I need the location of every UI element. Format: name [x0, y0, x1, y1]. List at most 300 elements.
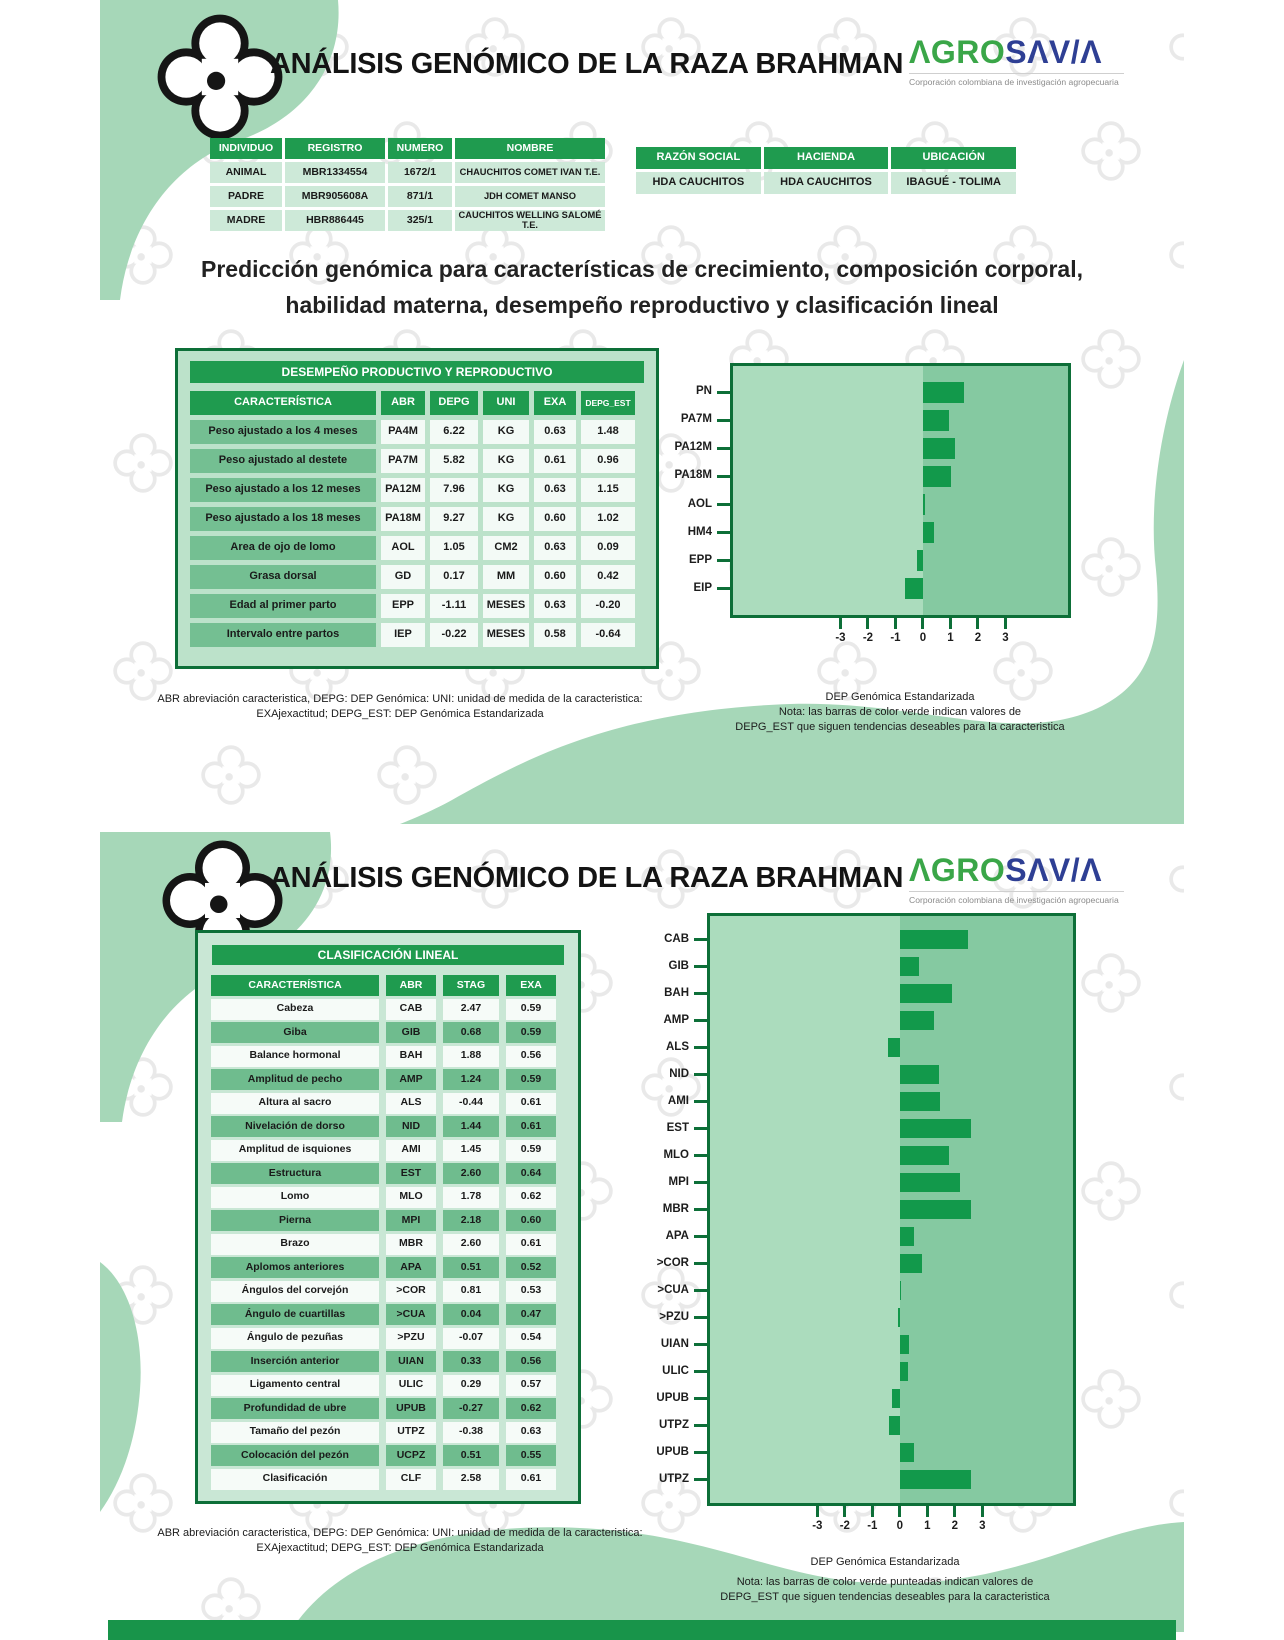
table-cell: Brazo — [211, 1234, 379, 1255]
table-cell: Giba — [211, 1022, 379, 1043]
x-axis-tick — [953, 1504, 956, 1517]
x-axis-tick-label: 3 — [979, 1520, 986, 1532]
bar — [900, 957, 919, 976]
table-cell: 2.60 — [443, 1163, 499, 1184]
bar — [900, 984, 952, 1003]
table-header-cell: CARACTERÍSTICA — [211, 975, 379, 996]
table-cell: MBR1334554 — [285, 162, 385, 183]
table-cell: 0.51 — [443, 1445, 499, 1466]
table-cell: 0.61 — [506, 1469, 556, 1490]
table-cell: 0.60 — [534, 507, 576, 531]
bar — [898, 1308, 900, 1327]
chart-note-line-2: DEPG_EST que siguen tendencias deseables para la caracteristica — [735, 721, 1065, 733]
table-header-cell: HACIENDA — [764, 147, 889, 169]
y-axis-tick — [694, 965, 709, 968]
table-cell: ANIMAL — [210, 162, 282, 183]
y-axis-tick — [694, 1046, 709, 1049]
y-axis-tick — [694, 1019, 709, 1022]
y-axis-tick — [717, 419, 732, 422]
report-page-2 — [100, 832, 1184, 1640]
brand-tagline: Corporación colombiana de investigación agropecuaria — [909, 891, 1124, 905]
x-axis-tick-label: -3 — [812, 1520, 823, 1532]
table-cell: >CUA — [386, 1304, 436, 1325]
table-cell: JDH COMET MANSO — [455, 186, 605, 207]
table-cell: CAB — [386, 999, 436, 1020]
x-axis-tick — [981, 1504, 984, 1517]
brand-tagline: Corporación colombiana de investigación agropecuaria — [909, 73, 1124, 87]
table-header-cell: CARACTERÍSTICA — [190, 391, 376, 415]
table-cell: 2.47 — [443, 999, 499, 1020]
classification-table-title: CLASIFICACIÓN LINEAL — [212, 945, 564, 965]
bar — [900, 1254, 922, 1273]
brand-green-text: ΛGRO — [909, 34, 1006, 70]
x-axis-tick-label: -2 — [839, 1520, 850, 1532]
x-axis-tick-label: 1 — [947, 632, 954, 644]
x-axis-tick-label: 2 — [951, 1520, 959, 1532]
y-axis-tick — [694, 1289, 709, 1292]
bar — [917, 550, 923, 571]
table-cell: -0.44 — [443, 1093, 499, 1114]
subtitle-line-2: habilidad materna, desempeño reproductivo y clasificación lineal — [285, 291, 999, 318]
y-axis-label: GIB — [668, 959, 689, 972]
table-cell: 0.68 — [443, 1022, 499, 1043]
table-cell: 0.56 — [506, 1351, 556, 1372]
table-cell: 0.09 — [581, 536, 635, 560]
performance-table-panel — [175, 348, 659, 669]
table-header-cell: DEPG — [430, 391, 478, 415]
bar — [923, 494, 925, 515]
y-axis-tick — [694, 1100, 709, 1103]
table-cell: Amplitud de isquiones — [211, 1140, 379, 1161]
bar — [900, 1281, 902, 1300]
table-cell: -0.07 — [443, 1328, 499, 1349]
page-title: ANÁLISIS GENÓMICO DE LA RAZA BRAHMAN — [270, 862, 904, 894]
classification-table — [211, 975, 559, 1490]
table-cell: MBR — [386, 1234, 436, 1255]
table-cell: GD — [381, 565, 425, 589]
table-cell: 7.96 — [430, 478, 478, 502]
y-axis-label: AOL — [687, 497, 712, 510]
y-axis-label: AMP — [663, 1013, 689, 1026]
table-cell: MESES — [483, 594, 529, 618]
table-header-cell: NOMBRE — [455, 138, 605, 159]
table-cell: 2.58 — [443, 1469, 499, 1490]
table-cell: HDA CAUCHITOS — [764, 172, 889, 194]
table-header-cell: EXA — [506, 975, 556, 996]
y-axis-label: BAH — [664, 986, 689, 999]
table-cell: KG — [483, 507, 529, 531]
y-axis-label: UPUB — [656, 1445, 689, 1458]
x-axis-tick — [976, 616, 979, 629]
table-cell: Inserción anterior — [211, 1351, 379, 1372]
y-axis-tick — [717, 559, 732, 562]
table-cell: PA18M — [381, 507, 425, 531]
y-axis-tick — [694, 1370, 709, 1373]
table-cell: 0.81 — [443, 1281, 499, 1302]
footnote-line-2: EXAjexactitud; DEPG_EST: DEP Genómica Estandarizada — [256, 1542, 544, 1554]
agrosavia-wordmark — [909, 854, 1124, 886]
table-cell: KG — [483, 478, 529, 502]
bar — [888, 1038, 900, 1057]
table-cell: Ángulos del corvejón — [211, 1281, 379, 1302]
x-axis-tick — [921, 616, 924, 629]
table-header-cell: EXA — [534, 391, 576, 415]
table-cell: Ángulo de cuartillas — [211, 1304, 379, 1325]
page-title: ANÁLISIS GENÓMICO DE LA RAZA BRAHMAN — [270, 48, 904, 80]
x-axis-tick — [1004, 616, 1007, 629]
table-cell: Altura al sacro — [211, 1093, 379, 1114]
table-cell: 0.62 — [506, 1398, 556, 1419]
table-cell: Clasificación — [211, 1469, 379, 1490]
table-cell: 0.55 — [506, 1445, 556, 1466]
table-header-cell: RAZÓN SOCIAL — [636, 147, 761, 169]
bar — [900, 1119, 972, 1138]
footnote-line-1: ABR abreviación caracteristica, DEPG: DEP Genómica: UNI: unidad de medida de la caracteristica: — [157, 1527, 643, 1539]
table-cell: Nivelación de dorso — [211, 1116, 379, 1137]
table-cell: BAH — [386, 1046, 436, 1067]
y-axis-tick — [694, 1316, 709, 1319]
x-axis-tick-label: 1 — [924, 1520, 931, 1532]
chart-axis-caption: DEP Genómica Estandarizada — [825, 691, 975, 703]
x-axis-tick — [839, 616, 842, 629]
y-axis-tick — [694, 1235, 709, 1238]
performance-bar-chart — [674, 363, 1071, 644]
y-axis-tick — [694, 992, 709, 995]
table-cell: Amplitud de pecho — [211, 1069, 379, 1090]
table-cell: 0.60 — [534, 565, 576, 589]
table-cell: >COR — [386, 1281, 436, 1302]
individual-info-table — [210, 138, 605, 231]
table-cell: -1.11 — [430, 594, 478, 618]
x-axis-tick-label: 0 — [919, 632, 927, 644]
footnote-line-2: EXAjexactitud; DEPG_EST: DEP Genómica Estandarizada — [256, 708, 544, 720]
table-cell: AOL — [381, 536, 425, 560]
table-cell: Cabeza — [211, 999, 379, 1020]
bar — [923, 438, 955, 459]
y-axis-tick — [694, 1073, 709, 1076]
table-cell: -0.38 — [443, 1422, 499, 1443]
table-cell: 0.62 — [506, 1187, 556, 1208]
table-cell: 0.53 — [506, 1281, 556, 1302]
table-cell: 0.56 — [506, 1046, 556, 1067]
table-cell: 0.29 — [443, 1375, 499, 1396]
y-axis-label: HM4 — [687, 525, 712, 538]
classification-bar-chart — [656, 913, 1076, 1532]
chart-note-line-1: Nota: las barras de color verde punteadas indican valores de — [736, 1576, 1034, 1588]
y-axis-label: >COR — [656, 1256, 689, 1269]
table-cell: 1.02 — [581, 507, 635, 531]
bar — [900, 1011, 934, 1030]
y-axis-tick — [694, 1208, 709, 1211]
table-cell: ULIC — [386, 1375, 436, 1396]
report-page-1 — [100, 0, 1184, 824]
x-axis-tick — [843, 1504, 846, 1517]
x-axis-tick — [898, 1504, 901, 1517]
footnote-line-1: ABR abreviación caracteristica, DEPG: DEP Genómica: UNI: unidad de medida de la caracteristica: — [157, 693, 643, 705]
table-header-cell: UNI — [483, 391, 529, 415]
table-cell: 5.82 — [430, 449, 478, 473]
table-cell: MPI — [386, 1210, 436, 1231]
subtitle-line-1: Predicción genómica para características de crecimiento, composición corporal, — [201, 256, 1083, 282]
table-cell: 1672/1 — [388, 162, 452, 183]
y-axis-tick — [717, 503, 732, 506]
table-cell: NID — [386, 1116, 436, 1137]
table-cell: >PZU — [386, 1328, 436, 1349]
x-axis-tick-label: -2 — [862, 632, 874, 644]
chart-note-line-2: DEPG_EST que siguen tendencias deseables para la caracteristica — [720, 1591, 1050, 1603]
x-axis-tick-label: 0 — [896, 1520, 904, 1532]
bar — [900, 1443, 914, 1462]
bar — [900, 1200, 972, 1219]
x-axis-tick-label: 3 — [1002, 632, 1009, 644]
table-cell: 0.63 — [534, 536, 576, 560]
x-axis-tick — [926, 1504, 929, 1517]
bar — [900, 1173, 960, 1192]
table-cell: 0.58 — [534, 623, 576, 647]
bar — [905, 578, 923, 599]
table-cell: 1.78 — [443, 1187, 499, 1208]
y-axis-label: UTPZ — [658, 1418, 689, 1431]
table-cell: 1.24 — [443, 1069, 499, 1090]
table-cell: EPP — [381, 594, 425, 618]
table-header-cell: UBICACIÓN — [891, 147, 1016, 169]
x-axis-tick — [894, 616, 897, 629]
y-axis-tick — [717, 475, 732, 478]
linear-classification-panel — [195, 930, 581, 1504]
bar — [900, 1146, 949, 1165]
table-cell: 1.05 — [430, 536, 478, 560]
table-header-cell: DEPG_EST — [581, 391, 635, 415]
y-axis-tick — [717, 587, 732, 590]
table-cell: PA4M — [381, 420, 425, 444]
y-axis-label: PA7M — [680, 413, 712, 426]
y-axis-label: PA18M — [674, 469, 712, 482]
table-header-cell: STAG — [443, 975, 499, 996]
y-axis-label: >CUA — [657, 1283, 689, 1296]
table-cell: 0.52 — [506, 1257, 556, 1278]
table-cell: Pierna — [211, 1210, 379, 1231]
x-axis-tick-label: -1 — [890, 632, 901, 644]
table-cell: Tamaño del pezón — [211, 1422, 379, 1443]
table-cell: 0.54 — [506, 1328, 556, 1349]
table-cell: Peso ajustado a los 4 meses — [190, 420, 376, 444]
table-cell: 0.63 — [534, 478, 576, 502]
table-cell: MADRE — [210, 210, 282, 231]
y-axis-tick — [694, 1343, 709, 1346]
table-cell: AMI — [386, 1140, 436, 1161]
table-cell: 0.33 — [443, 1351, 499, 1372]
brand-green-text: ΛGRO — [909, 852, 1006, 888]
table-cell: MLO — [386, 1187, 436, 1208]
bar — [900, 1227, 914, 1246]
table-cell: AMP — [386, 1069, 436, 1090]
y-axis-tick — [717, 447, 732, 450]
y-axis-label: MPI — [668, 1175, 689, 1188]
table-cell: UTPZ — [386, 1422, 436, 1443]
y-axis-tick — [717, 391, 732, 394]
y-axis-label: ULIC — [662, 1364, 689, 1377]
table-cell: 0.60 — [506, 1210, 556, 1231]
table-cell: -0.22 — [430, 623, 478, 647]
y-axis-tick — [694, 1424, 709, 1427]
table-cell: 6.22 — [430, 420, 478, 444]
y-axis-tick — [717, 531, 732, 534]
chart-note-line-1: Nota: las barras de color verde indican valores de — [778, 706, 1022, 718]
table-cell: ALS — [386, 1093, 436, 1114]
table-cell: CAUCHITOS WELLING SALOMÉ T.E. — [455, 210, 605, 231]
table-cell: IEP — [381, 623, 425, 647]
y-axis-label: CAB — [664, 932, 689, 945]
table-cell: 0.63 — [506, 1422, 556, 1443]
table-cell: 1.48 — [581, 420, 635, 444]
table-cell: 0.96 — [581, 449, 635, 473]
table-cell: 0.64 — [506, 1163, 556, 1184]
table-cell: Aplomos anteriores — [211, 1257, 379, 1278]
chart-caption-block — [670, 1555, 1100, 1605]
bar — [900, 1065, 940, 1084]
y-axis-label: UTPZ — [658, 1472, 689, 1485]
x-axis-tick-label: -3 — [835, 632, 846, 644]
table-cell: Peso ajustado al destete — [190, 449, 376, 473]
table-cell: Area de ojo de lomo — [190, 536, 376, 560]
table-cell: 0.47 — [506, 1304, 556, 1325]
y-axis-tick — [694, 1478, 709, 1481]
table-cell: HBR886445 — [285, 210, 385, 231]
y-axis-label: EPP — [688, 553, 712, 566]
table-cell: IBAGUÉ - TOLIMA — [891, 172, 1016, 194]
x-axis-tick-label: 2 — [974, 632, 982, 644]
bar — [892, 1389, 899, 1408]
table-cell: APA — [386, 1257, 436, 1278]
table-cell: 9.27 — [430, 507, 478, 531]
chart-axis-caption: DEP Genómica Estandarizada — [810, 1556, 960, 1568]
y-axis-tick — [694, 1262, 709, 1265]
table-cell: 0.61 — [534, 449, 576, 473]
table-cell: 325/1 — [388, 210, 452, 231]
table-cell: Edad al primer parto — [190, 594, 376, 618]
table-cell: EST — [386, 1163, 436, 1184]
table-cell: 0.57 — [506, 1375, 556, 1396]
y-axis-label: APA — [665, 1229, 689, 1242]
table-cell: HDA CAUCHITOS — [636, 172, 761, 194]
brand-blue-text: SΛV/Λ — [1005, 852, 1102, 888]
table-cell: 1.44 — [443, 1116, 499, 1137]
y-axis-label: ALS — [666, 1040, 689, 1053]
table-cell: 1.45 — [443, 1140, 499, 1161]
x-axis-tick — [871, 1504, 874, 1517]
table-cell: 0.42 — [581, 565, 635, 589]
y-axis-label: PA12M — [674, 441, 712, 454]
table-cell: Estructura — [211, 1163, 379, 1184]
y-axis-label: >PZU — [659, 1310, 689, 1323]
table-cell: 0.61 — [506, 1116, 556, 1137]
performance-table-title: DESEMPEÑO PRODUCTIVO Y REPRODUCTIVO — [190, 361, 644, 383]
table-cell: 2.60 — [443, 1234, 499, 1255]
table-header-cell: ABR — [386, 975, 436, 996]
bar — [923, 410, 949, 431]
table-header-cell: ABR — [381, 391, 425, 415]
table-cell: CLF — [386, 1469, 436, 1490]
table-cell: MM — [483, 565, 529, 589]
y-axis-tick — [694, 1397, 709, 1400]
performance-table — [190, 391, 638, 647]
abbreviation-footnote — [130, 1526, 670, 1556]
table-cell: PA7M — [381, 449, 425, 473]
table-cell: 1.15 — [581, 478, 635, 502]
bar — [923, 522, 935, 543]
bar — [889, 1416, 899, 1435]
table-cell: 0.17 — [430, 565, 478, 589]
bar — [900, 1470, 971, 1489]
table-cell: KG — [483, 449, 529, 473]
table-cell: Ángulo de pezuñas — [211, 1328, 379, 1349]
table-cell: 1.88 — [443, 1046, 499, 1067]
table-header-cell: NUMERO — [388, 138, 452, 159]
bar — [923, 466, 951, 487]
brand-blue-text: SΛV/Λ — [1005, 34, 1102, 70]
table-cell: PA12M — [381, 478, 425, 502]
x-axis-tick — [866, 616, 869, 629]
y-axis-label: UPUB — [656, 1391, 689, 1404]
chart-caption-block — [700, 690, 1100, 735]
y-axis-tick — [694, 1127, 709, 1130]
agrosavia-logo — [909, 36, 1124, 87]
y-axis-label: NID — [669, 1067, 689, 1080]
y-axis-label: AMI — [667, 1094, 689, 1107]
table-cell: 0.61 — [506, 1234, 556, 1255]
abbreviation-footnote — [130, 692, 670, 722]
y-axis-label: PN — [696, 385, 712, 398]
table-cell: -0.20 — [581, 594, 635, 618]
table-cell: Lomo — [211, 1187, 379, 1208]
bar — [900, 1335, 909, 1354]
y-axis-label: EIP — [693, 581, 712, 594]
table-cell: -0.64 — [581, 623, 635, 647]
y-axis-label: UIAN — [660, 1337, 689, 1350]
agrosavia-logo — [909, 854, 1124, 905]
bottom-accent-bar — [108, 1620, 1176, 1640]
agrosavia-wordmark — [909, 36, 1124, 68]
table-cell: PADRE — [210, 186, 282, 207]
y-axis-label: MLO — [663, 1148, 689, 1161]
x-axis-tick — [949, 616, 952, 629]
y-axis-tick — [694, 1181, 709, 1184]
table-cell: Ligamento central — [211, 1375, 379, 1396]
table-cell: 0.04 — [443, 1304, 499, 1325]
table-cell: KG — [483, 420, 529, 444]
table-cell: Peso ajustado a los 12 meses — [190, 478, 376, 502]
table-cell: 0.59 — [506, 1069, 556, 1090]
table-cell: UCPZ — [386, 1445, 436, 1466]
table-cell: MBR905608A — [285, 186, 385, 207]
table-header-cell: INDIVIDUO — [210, 138, 282, 159]
table-cell: CHAUCHITOS COMET IVAN T.E. — [455, 162, 605, 183]
table-cell: Profundidad de ubre — [211, 1398, 379, 1419]
bar — [900, 1092, 940, 1111]
table-cell: -0.27 — [443, 1398, 499, 1419]
bar — [923, 382, 964, 403]
table-cell: 0.63 — [534, 594, 576, 618]
table-cell: 2.18 — [443, 1210, 499, 1231]
table-cell: Balance hormonal — [211, 1046, 379, 1067]
table-cell: Peso ajustado a los 18 meses — [190, 507, 376, 531]
table-cell: CM2 — [483, 536, 529, 560]
table-cell: Grasa dorsal — [190, 565, 376, 589]
table-cell: Intervalo entre partos — [190, 623, 376, 647]
y-axis-label: EST — [666, 1121, 689, 1134]
table-cell: 871/1 — [388, 186, 452, 207]
table-cell: 0.51 — [443, 1257, 499, 1278]
